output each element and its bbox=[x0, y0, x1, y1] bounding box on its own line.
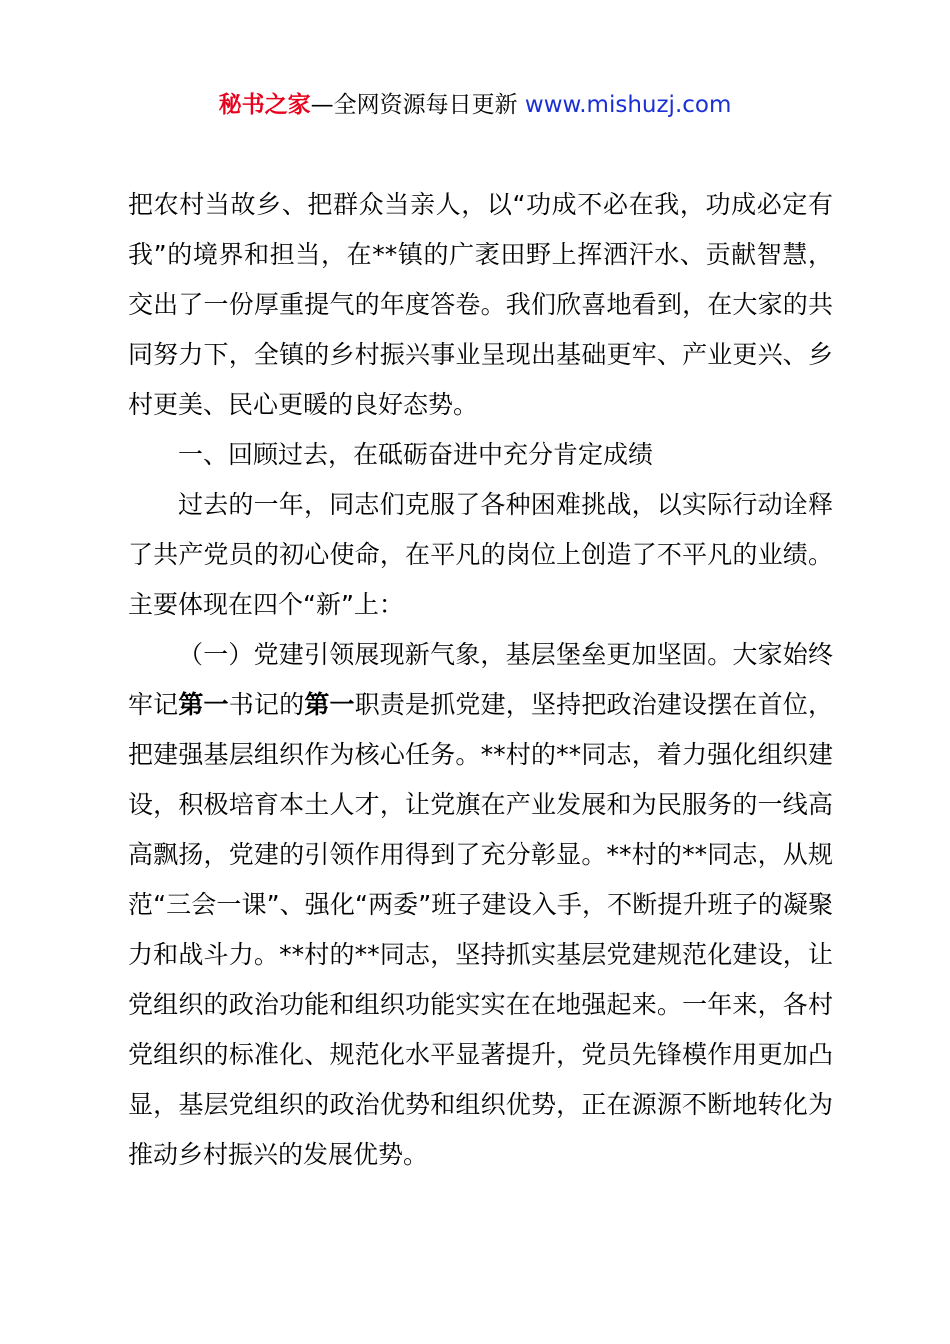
bold-text: 第一 bbox=[304, 690, 355, 719]
page-header bbox=[0, 88, 950, 122]
header-tagline: —全网资源每日更新 bbox=[310, 92, 518, 118]
text-segment: （一）党建引领展现新气象，基层堡垒更加坚固。大家始终牢记 bbox=[128, 640, 833, 719]
paragraph-review: 过去的一年，同志们克服了各种困难挑战，以实际行动诠释了共产党员的初心使命，在平凡的岗位上创造了不平凡的业绩。主要体现在四个“新”上： bbox=[128, 490, 833, 619]
website-url[interactable]: www.mishuzj.com bbox=[524, 92, 732, 118]
document-body bbox=[128, 180, 833, 1180]
text-segment: 职责是抓党建，坚持把政治建设摆在首位，把建强基层组织作为核心任务。**村的**同志，着力强化组织建设，积极培育本土人才，让党旗在产业发展和为民服务的一线高高飘扬，党建的引领作用得到了充分彰显。**村的**同志，从规范“三会一课”、强化“两委”班子建设入手，不断提升班子的凝聚力和战斗力。**村的**同志，坚持抓实基层党建规范化建设，让党组织的政治功能和组织功能实实在在地强起来。一年来，各村党组织的标准化、规范化水平显著提升，党员先锋模作用更加凸显，基层党组织的政治优势和组织优势，正在源源不断地转化为推动乡村振兴的发展优势。 bbox=[128, 690, 833, 1169]
section-heading: 一、回顾过去，在砥砺奋进中充分肯定成绩 bbox=[178, 440, 654, 469]
bold-text: 第一 bbox=[178, 690, 229, 719]
text-segment: 书记的 bbox=[228, 690, 305, 719]
brand-name: 秘书之家 bbox=[218, 92, 311, 118]
paragraph-party-building bbox=[128, 630, 833, 1180]
paragraph-intro: 把农村当故乡、把群众当亲人，以“功成不必在我，功成必定有我”的境界和担当，在**镇的广袤田野上挥洒汗水、贡献智慧，交出了一份厚重提气的年度答卷。我们欣喜地看到，在大家的共同努力下，全镇的乡村振兴事业呈现出基础更牢、产业更兴、乡村更美、民心更暖的良好态势。 bbox=[128, 190, 833, 419]
